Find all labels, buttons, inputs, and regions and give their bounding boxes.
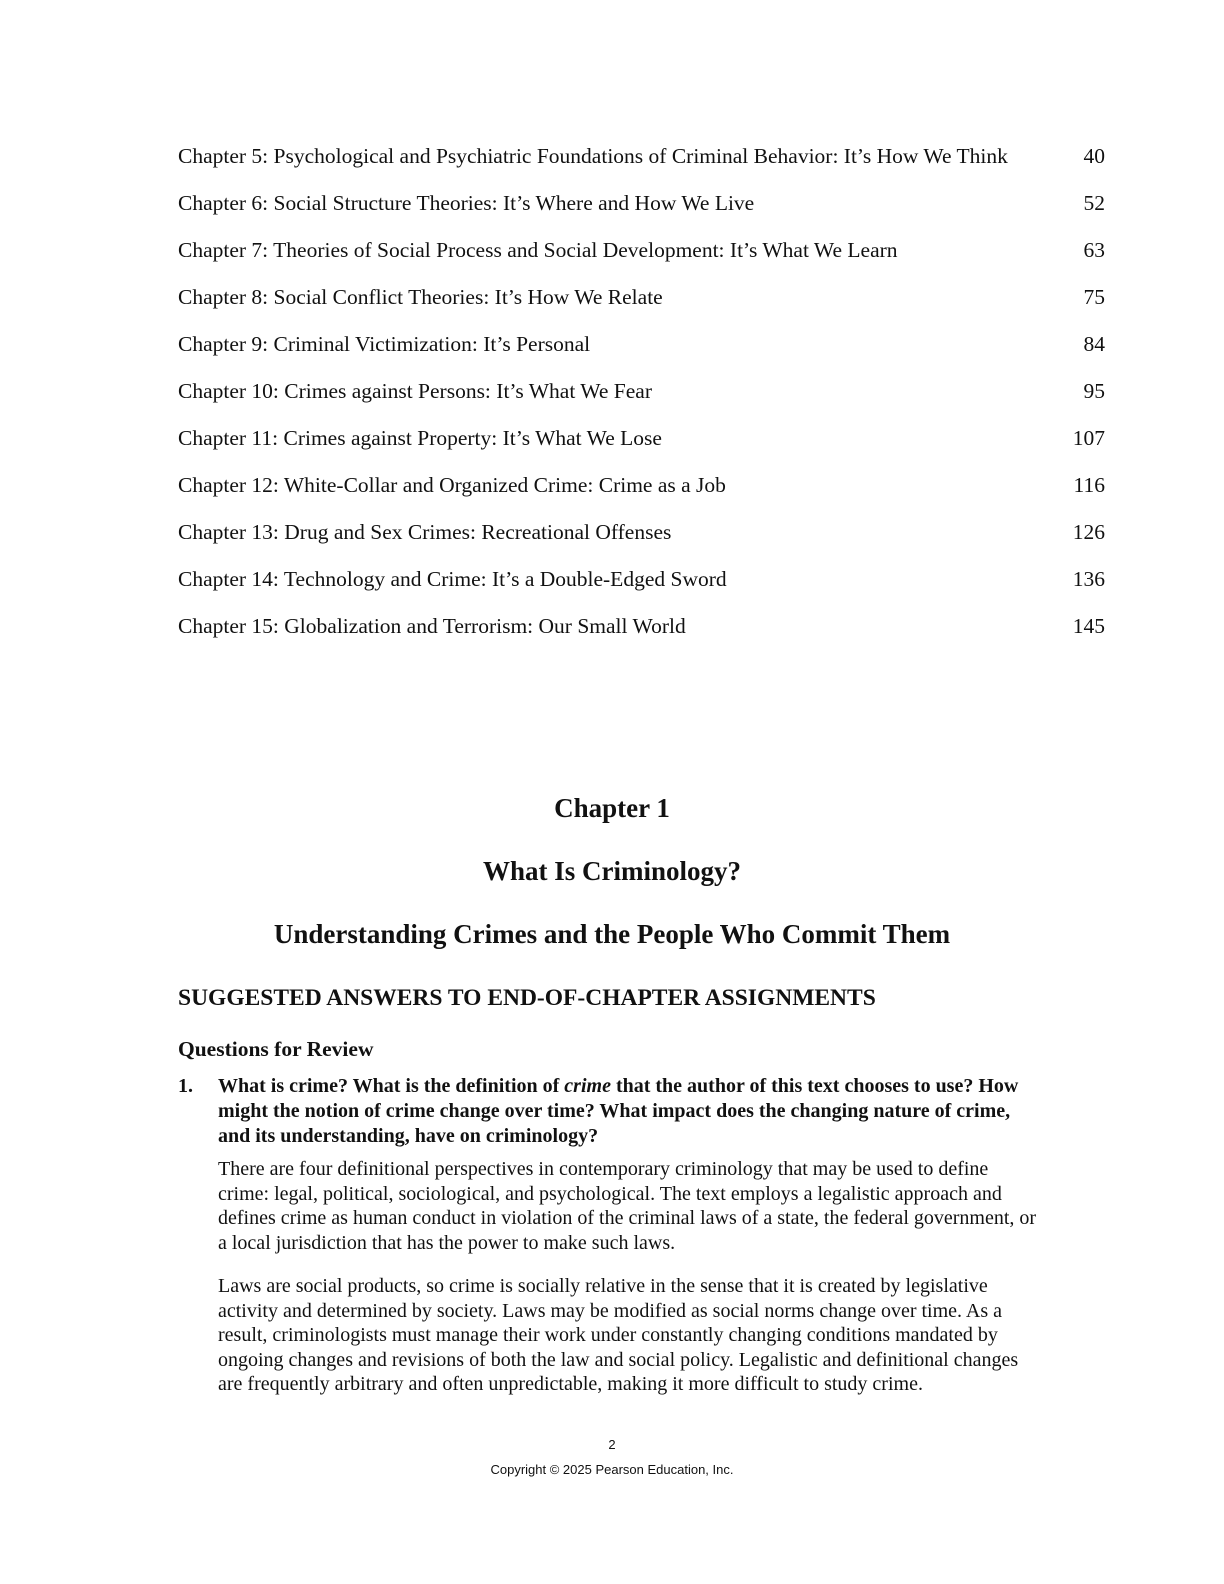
toc-entry-page: 40 (1083, 144, 1105, 168)
toc-entry (178, 143, 1108, 169)
toc-entry (178, 472, 1108, 498)
toc-entry-title: Chapter 8: Social Conflict Theories: It’s How We Relate (178, 285, 663, 309)
toc-entry (178, 613, 1108, 639)
toc-entry-page: 84 (1083, 332, 1105, 356)
chapter-subtitle: Understanding Crimes and the People Who Commit Them (273, 919, 951, 949)
toc-entry (178, 519, 1108, 545)
toc-entry-title: Chapter 5: Psychological and Psychiatric Foundations of Criminal Behavior: It’s How We Think (178, 144, 1008, 168)
toc-entry-page: 136 (1072, 567, 1105, 591)
copyright-notice: Copyright © 2025 Pearson Education, Inc. (490, 1462, 734, 1477)
toc-entry-title: Chapter 9: Criminal Victimization: It’s Personal (178, 332, 591, 356)
table-of-contents (178, 143, 1108, 660)
toc-entry-page: 75 (1083, 285, 1105, 309)
toc-entry-page: 52 (1083, 191, 1105, 215)
toc-entry (178, 566, 1108, 592)
question-text-italic: crime (564, 1075, 611, 1097)
answer-paragraph: There are four definitional perspectives in contemporary criminology that may be used to define crime: legal, political, sociological, and psychological. The text employs a legalistic approach and defines crime as human conduct in violation of the criminal laws of a state, the federal government, or a local jurisdiction that has the power to make such laws. (218, 1158, 1037, 1254)
toc-entry-page: 63 (1083, 238, 1105, 262)
toc-entry-title: Chapter 6: Social Structure Theories: It’s Where and How We Live (178, 191, 755, 215)
toc-entry-title: Chapter 12: White-Collar and Organized Crime: Crime as a Job (178, 473, 726, 497)
toc-entry-title: Chapter 13: Drug and Sex Crimes: Recreational Offenses (178, 520, 672, 544)
page-number: 2 (608, 1437, 616, 1452)
answer-paragraph: Laws are social products, so crime is socially relative in the sense that it is created by legislative activity and determined by society. Laws may be modified as social norms change over time. As a result, criminologists must manage their work under constantly changing conditions mandated by ongoing changes and revisions of both the law and social policy. Legalistic and definitional changes are frequently arbitrary and often unpredictable, making it more difficult to study crime. (218, 1275, 1019, 1395)
toc-entry (178, 378, 1108, 404)
toc-entry-page: 107 (1072, 426, 1105, 450)
section-title: SUGGESTED ANSWERS TO END-OF-CHAPTER ASSIGNMENTS (178, 985, 876, 1011)
question-text (218, 1074, 1038, 1149)
toc-entry (178, 190, 1108, 216)
toc-entry-page: 95 (1083, 379, 1105, 403)
question-text-part: What is crime? What is the definition of (218, 1075, 565, 1097)
toc-entry-title: Chapter 14: Technology and Crime: It’s a Double-Edged Sword (178, 567, 727, 591)
toc-entry-page: 126 (1072, 520, 1105, 544)
toc-entry (178, 237, 1108, 263)
toc-entry-page: 116 (1073, 473, 1105, 497)
chapter-title: What Is Criminology? (482, 856, 742, 886)
toc-entry-title: Chapter 15: Globalization and Terrorism: Our Small World (178, 614, 686, 638)
chapter-label: Chapter 1 (554, 793, 670, 823)
question-text-part: that the author of this text chooses to use? How might the notion of crime change over time? What impact does the changing nature of crime, and its understanding, have on criminology? (218, 1075, 1019, 1147)
question-number: 1. (178, 1075, 193, 1097)
toc-entry-page: 145 (1072, 614, 1105, 638)
toc-entry-title: Chapter 10: Crimes against Persons: It’s What We Fear (178, 379, 652, 403)
toc-entry-title: Chapter 11: Crimes against Property: It’s What We Lose (178, 426, 662, 450)
toc-entry (178, 331, 1108, 357)
toc-entry (178, 284, 1108, 310)
review-question (178, 1074, 1038, 1397)
subsection-title: Questions for Review (178, 1037, 374, 1061)
toc-entry-title: Chapter 7: Theories of Social Process and Social Development: It’s What We Learn (178, 238, 898, 262)
toc-entry (178, 425, 1108, 451)
